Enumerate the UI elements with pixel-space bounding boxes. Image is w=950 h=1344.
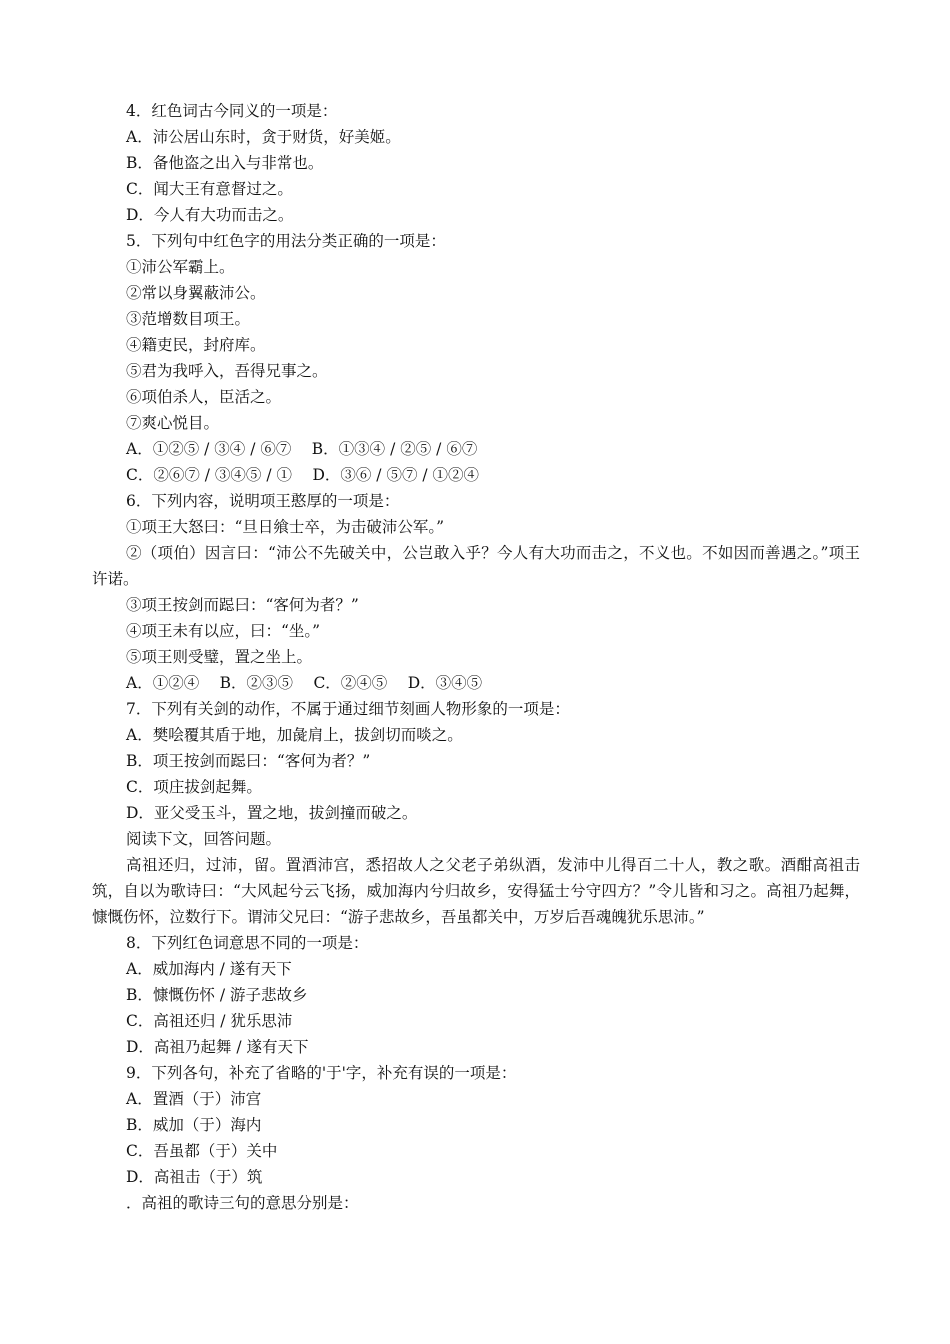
question-4-option-a: A．沛公居山东时，贪于财货，好美姬。: [126, 128, 401, 146]
question-8-option-b: B．慷慨伤怀 / 游子悲故乡: [126, 986, 308, 1004]
question-5-item-7: ⑦爽心悦目。: [126, 414, 220, 432]
question-4-option-d: D．今人有大功而击之。: [126, 206, 294, 224]
question-6-item-5: ⑤项王则受璧，置之坐上。: [126, 648, 313, 666]
question-9-option-b: B．威加（于）海内: [126, 1116, 262, 1134]
question-5-options-cd: C．②⑥⑦ / ③④⑤ / ① D．③⑥ / ⑤⑦ / ①②④: [126, 466, 480, 484]
question-5-item-4: ④籍吏民，封府库。: [126, 336, 266, 354]
reading-passage: 高祖还归，过沛，留。置酒沛宫，悉招故人之父老子弟纵酒，发沛中儿得百二十人，教之歌。酒酣高祖击筑，自以为歌诗曰：“大风起兮云飞扬，威加海内兮归故乡，安得猛士兮守四方？”令儿皆和习之。高祖乃起舞，慷慨伤怀，泣数行下。谓沛父兄曰：“游子悲故乡，吾虽都关中，万岁后吾魂魄犹乐思沛。”: [92, 856, 860, 926]
question-4-option-b: B．备他盗之出入与非常也。: [126, 154, 324, 172]
question-9-option-c: C．吾虽都（于）关中: [126, 1142, 278, 1160]
question-8-option-d: D．高祖乃起舞 / 遂有天下: [126, 1038, 309, 1056]
question-6-item-3: ③项王按剑而跽曰：“客何为者？”: [126, 596, 359, 614]
question-6-stem: 6．下列内容，说明项王憨厚的一项是：: [126, 492, 400, 510]
question-6-item-1: ①项王大怒曰：“旦日飨士卒，为击破沛公军。”: [126, 518, 445, 536]
question-7-option-b: B．项王按剑而跽曰：“客何为者？”: [126, 752, 371, 770]
question-6-item-2: ②（项伯）因言曰：“沛公不先破关中，公岂敢入乎？今人有大功而击之，不义也。不如因而善遇之。”项王许诺。: [92, 544, 860, 588]
question-10-stem: ．高祖的歌诗三句的意思分别是：: [126, 1194, 359, 1212]
question-5-item-5: ⑤君为我呼入，吾得兄事之。: [126, 362, 328, 380]
question-7-option-a: A．樊哙覆其盾于地，加彘肩上，拔剑切而啖之。: [126, 726, 463, 744]
question-5-item-6: ⑥项伯杀人，臣活之。: [126, 388, 282, 406]
question-8-stem: 8．下列红色词意思不同的一项是：: [126, 934, 369, 952]
question-5-item-2: ②常以身翼蔽沛公。: [126, 284, 266, 302]
question-9-option-d: D．高祖击（于）筑: [126, 1168, 263, 1186]
question-8-option-a: A．威加海内 / 遂有天下: [126, 960, 292, 978]
question-5-stem: 5．下列句中红色字的用法分类正确的一项是：: [126, 232, 446, 250]
question-4-stem: 4．红色词古今同义的一项是：: [126, 102, 338, 120]
question-8-option-c: C．高祖还归 / 犹乐思沛: [126, 1012, 293, 1030]
question-6-options: A．①②④ B．②③⑤ C．②④⑤ D．③④⑤: [126, 674, 483, 692]
document-body: [92, 98, 860, 1216]
question-9-stem: 9．下列各句，补充了省略的'于'字，补充有误的一项是：: [126, 1064, 517, 1082]
question-5-options-ab: A．①②⑤ / ③④ / ⑥⑦ B．①③④ / ②⑤ / ⑥⑦: [126, 440, 478, 458]
question-7-option-d: D．亚父受玉斗，置之地，拔剑撞而破之。: [126, 804, 418, 822]
question-6-item-4: ④项王未有以应，曰：“坐。”: [126, 622, 321, 640]
question-7-stem: 7．下列有关剑的动作，不属于通过细节刻画人物形象的一项是：: [126, 700, 570, 718]
question-9-option-a: A．置酒（于）沛宫: [126, 1090, 262, 1108]
question-7-option-c: C．项庄拔剑起舞。: [126, 778, 262, 796]
reading-intro: 阅读下文，回答问题。: [126, 830, 282, 848]
question-5-item-3: ③范增数目项王。: [126, 310, 251, 328]
question-5-item-1: ①沛公军霸上。: [126, 258, 235, 276]
question-4-option-c: C．闻大王有意督过之。: [126, 180, 293, 198]
